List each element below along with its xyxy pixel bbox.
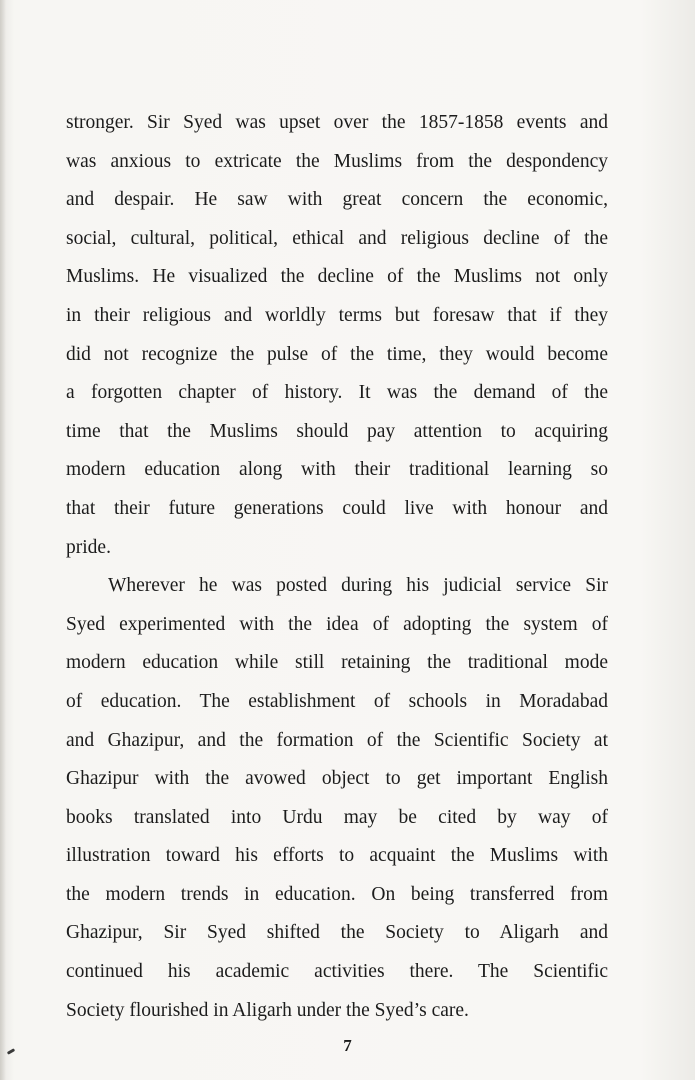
text-line: modern education while still retaining the traditional mode [66,652,608,674]
body-text [66,104,608,1030]
text-line: illustration toward his efforts to acquaint the Muslims with [66,845,608,867]
text-line: stronger. Sir Syed was upset over the 1857-1858 events and [66,112,608,133]
text-line: books translated into Urdu may be cited by way of [66,806,608,828]
paragraph-1 [66,104,608,567]
text-line: pride. [66,536,111,558]
text-line: did not recognize the pulse of the time, they would become [66,343,608,365]
text-line: a forgotten chapter of history. It was the demand of the [66,382,608,404]
text-line: of education. The establishment of schools in Moradabad [66,690,608,712]
paragraph-2 [66,567,608,1030]
spine-shadow [0,0,6,1080]
text-line: the modern trends in education. On being transferred from [66,883,608,905]
text-line: Muslims. He visualized the decline of the Muslims not only [66,266,608,288]
text-line: and Ghazipur, and the formation of the Scientific Society at [66,729,608,751]
text-line: and despair. He saw with great concern the economic, [66,189,608,211]
text-line: continued his academic activities there. The Scientific [66,961,608,983]
text-line: modern education along with their traditional learning so [66,459,608,481]
text-line: in their religious and worldly terms but foresaw that if they [66,304,608,326]
text-line: that their future generations could live with honour and [66,497,608,519]
text-line: Ghazipur, Sir Syed shifted the Society to Aligarh and [66,922,608,944]
text-line: time that the Muslims should pay attention to acquiring [66,420,608,442]
text-line: Society flourished in Aligarh under the Syed’s care. [66,999,469,1021]
text-line: Syed experimented with the idea of adopting the system of [66,613,608,635]
text-line: Ghazipur with the avowed object to get important English [66,768,608,790]
text-line: social, cultural, political, ethical and religious decline of the [66,227,608,249]
text-line: Wherever he was posted during his judicial service Sir [108,575,608,597]
page-number: 7 [343,1036,352,1055]
text-line: was anxious to extricate the Muslims from the despondency [66,150,608,172]
